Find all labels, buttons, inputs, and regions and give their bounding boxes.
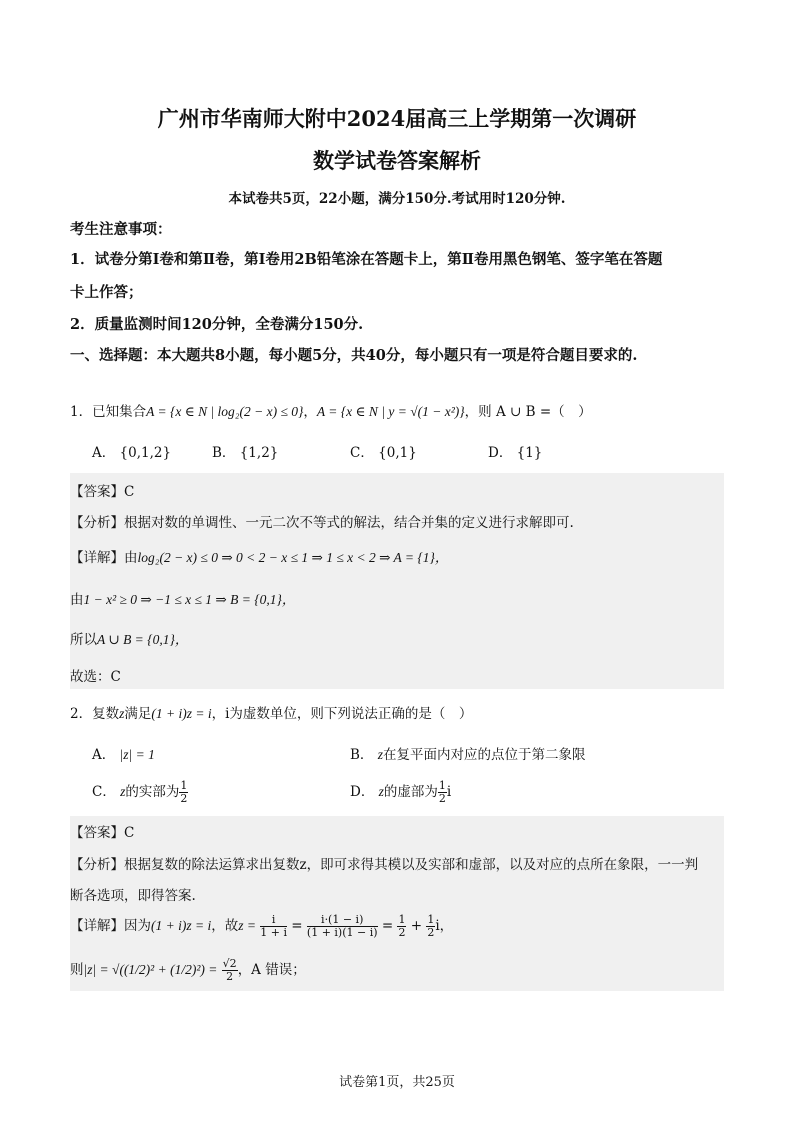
fraction-half: $\frac{1}{2}$ xyxy=(427,913,435,939)
notice-item-2: 2．质量监测时间120分钟，全卷满分150分. xyxy=(70,316,364,333)
question-2-stem: 2．复数z满足(1 + i)z = i，i为虚数单位，则下列说法正确的是（ ） xyxy=(70,706,473,722)
exam-info: 本试卷共5页，22小题，满分150分.考试用时120分钟. xyxy=(228,191,566,207)
q1-detail-4: 故选：C xyxy=(70,669,121,685)
q1-option-a: A． {0,1,2} xyxy=(92,445,172,461)
page-subtitle: 数学试卷答案解析 xyxy=(313,148,481,173)
question-1-stem: 1．已知集合A = {x ∈ N | log₂(2 − x) ≤ 0}，A = {x ∈ N | y = √(1 − x²)}，则 A ∪ B =（ ） xyxy=(70,404,592,420)
q1-set-b: A = {x ∈ N | y = √(1 − x²)} xyxy=(316,404,465,419)
q1-set-a: A = {x ∈ N | log₂(2 − x) ≤ 0} xyxy=(146,404,304,419)
fraction-expanded: $\frac{i\cdot(1 - i)}{(1 + i)(1 - i)}$ xyxy=(306,913,378,939)
q2-detail-1: 【详解】因为(1 + i)z = i，故z = $\frac{i}{1 + i}$ = $\frac{i\cdot(1 - i)}{(1 + i)(1 - i)}$ = $\frac{1}{2}$ + $\frac{1}{2}$ i， xyxy=(70,913,454,939)
fraction-half: $\frac{1}{2}$ xyxy=(398,913,406,939)
fraction-half: $\frac{1}{2}$ xyxy=(180,779,188,805)
q2-analysis-2: 断各选项，即得答案. xyxy=(70,888,196,904)
q1-option-c: C． {0,1} xyxy=(350,445,417,461)
q2-analysis-1: 【分析】根据复数的除法运算求出复数z，即可求得其模以及实部和虚部，以及对应的点所在象限，一一判 xyxy=(70,857,699,873)
section-heading: 一、选择题：本大题共8小题，每小题5分，共40分，每小题只有一项是符合题目要求的. xyxy=(70,347,638,364)
q1-detail-2: 由1 − x² ≥ 0 ⇒ −1 ≤ x ≤ 1 ⇒ B = {0,1}， xyxy=(70,592,296,608)
notice-heading: 考生注意事项： xyxy=(70,221,172,238)
q2-option-a: A． |z| = 1 xyxy=(92,747,155,763)
q1-detail-1: 【详解】由log₂(2 − x) ≤ 0 ⇒ 0 < 2 − x ≤ 1 ⇒ 1 ≤ x < 2 ⇒ A = {1}， xyxy=(70,550,449,566)
q1-option-b: B． {1,2} xyxy=(212,445,279,461)
q1-answer: 【答案】C xyxy=(70,484,135,500)
q1-detail-3: 所以A ∪ B = {0,1}， xyxy=(70,632,189,648)
q1-stem-suffix: ，则 A ∪ B =（ ） xyxy=(464,404,592,420)
q2-option-c: C． z的实部为 $\frac{1}{2}$ xyxy=(92,779,188,805)
q1-analysis: 【分析】根据对数的单调性、一元二次不等式的解法，结合并集的定义进行求解即可. xyxy=(70,515,574,531)
q2-detail-2: 则|z| = √((1/2)² + (1/2)²) = $\frac{√2}{2}$ ，A 错误； xyxy=(70,957,306,983)
fraction-sqrt2-over-2: $\frac{√2}{2}$ xyxy=(222,957,237,983)
page-number: 试卷第1页，共25页 xyxy=(339,1075,455,1090)
q1-stem-prefix: 1．已知集合 xyxy=(70,404,147,420)
q2-option-d: D． z的虚部为 $\frac{1}{2}$ i xyxy=(350,779,452,805)
notice-item-1-cont: 卡上作答； xyxy=(70,284,143,301)
fraction-i-over-1pi: $\frac{i}{1 + i}$ xyxy=(260,913,287,939)
q1-option-d: D． {1} xyxy=(488,445,543,461)
page-title: 广州市华南师大附中2024届高三上学期第一次调研 xyxy=(157,106,637,131)
fraction-half: $\frac{1}{2}$ xyxy=(438,779,446,805)
notice-item-1: 1．试卷分第Ⅰ卷和第Ⅱ卷，第Ⅰ卷用2B铅笔涂在答题卡上，第Ⅱ卷用黑色钢笔、签字笔在答题 xyxy=(70,251,663,268)
q2-option-b: B． z在复平面内对应的点位于第二象限 xyxy=(350,747,586,763)
q1-solution-block xyxy=(70,473,724,689)
q2-answer: 【答案】C xyxy=(70,825,135,841)
